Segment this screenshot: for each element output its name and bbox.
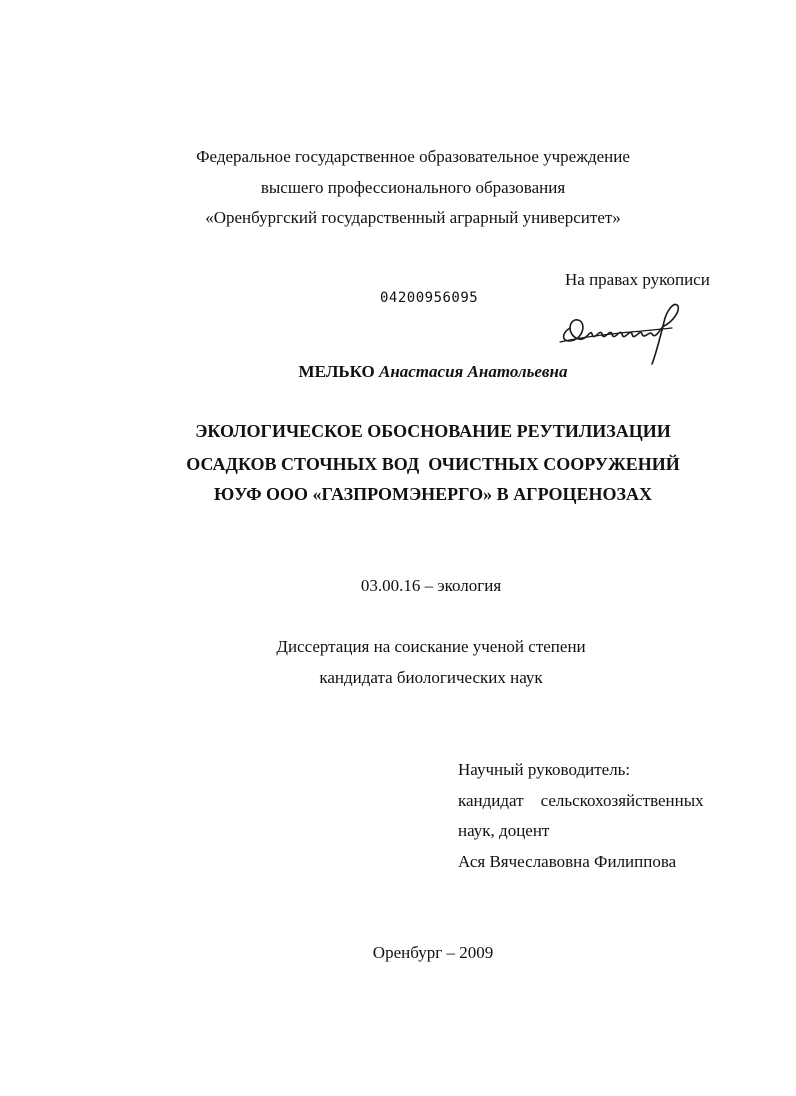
title-line-2: ОСАДКОВ СТОЧНЫХ ВОД ОЧИСТНЫХ СООРУЖЕНИЙ xyxy=(186,454,680,474)
manuscript-rights: На правах рукописи xyxy=(565,270,710,289)
institution-line-2: высшего профессионального образования xyxy=(260,178,566,197)
author-name xyxy=(0,362,796,382)
supervisor-title: наук, доцент xyxy=(458,821,550,840)
specialty: 03.00.16 – экология xyxy=(360,576,502,595)
title-line-3: ЮУФ ООО «ГАЗПРОМЭНЕРГО» В АГРОЦЕНОЗАХ xyxy=(213,484,653,504)
title-line-1: ЭКОЛОГИЧЕСКОЕ ОБОСНОВАНИЕ РЕУТИЛИЗАЦИИ xyxy=(195,421,671,441)
registration-number: 04200956095 xyxy=(380,290,479,306)
dissertation-line-1: Диссертация на соискание ученой степени xyxy=(276,637,586,656)
author-given-names: Анастасия Анатольевна xyxy=(378,362,568,381)
supervisor-degree: кандидат сельскохозяйственных xyxy=(458,791,704,810)
signature xyxy=(556,298,686,368)
supervisor-label: Научный руководитель: xyxy=(458,760,631,779)
institution-line-1: Федеральное государственное образовательное учреждение xyxy=(196,147,630,166)
supervisor-name: Ася Вячеславовна Филиппова xyxy=(458,852,677,871)
city-year: Оренбург – 2009 xyxy=(372,943,494,962)
institution-line-3: «Оренбургский государственный аграрный университет» xyxy=(205,208,621,227)
author-surname: МЕЛЬКО xyxy=(298,362,375,381)
dissertation-line-2: кандидата биологических наук xyxy=(319,668,543,687)
